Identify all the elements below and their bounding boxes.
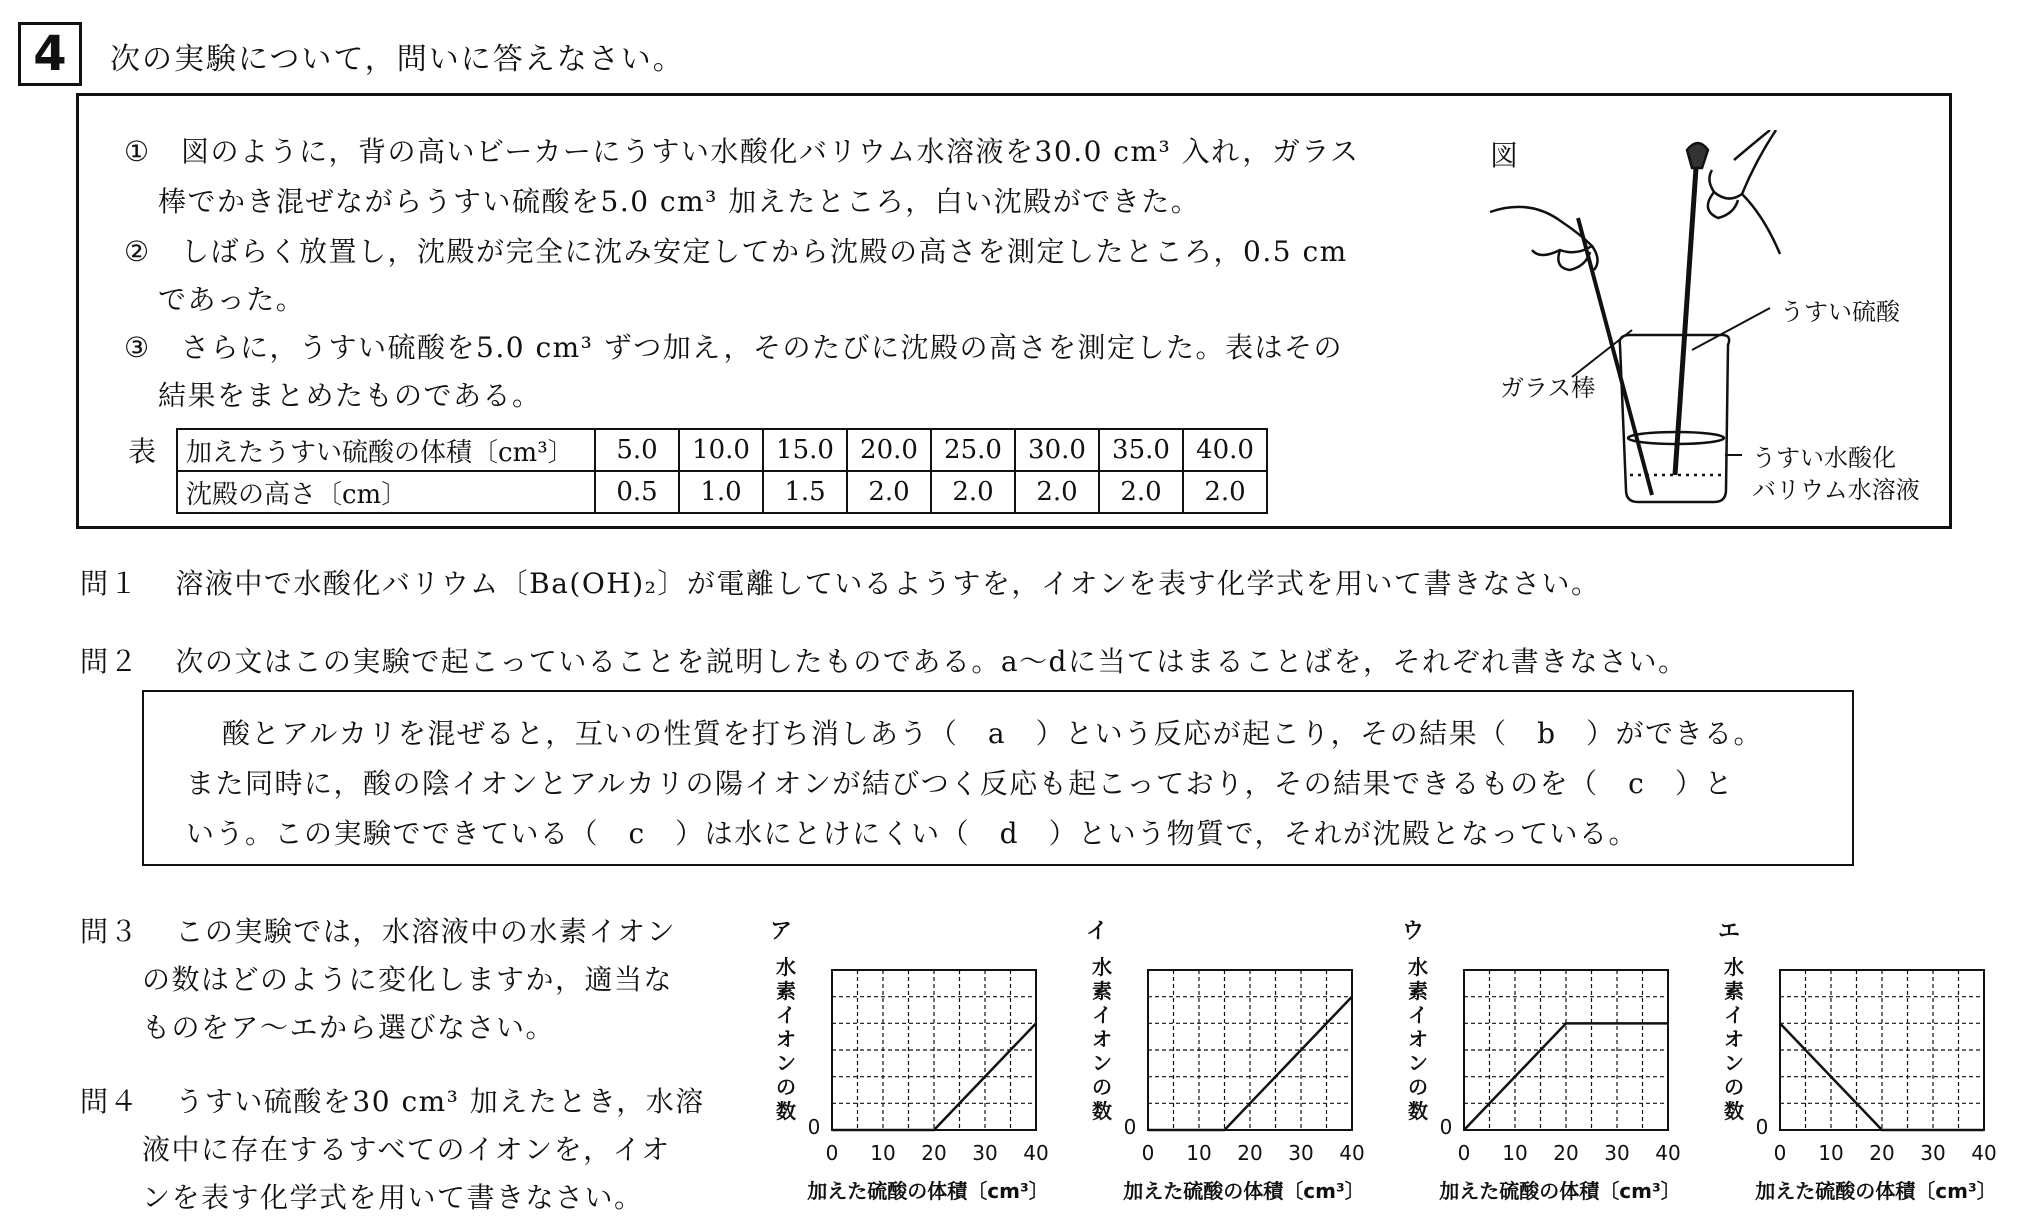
step2-text1: しばらく放置し，沈殿が完全に沈み安定してから沈殿の高さを測定したところ，0.5 cm (181, 235, 1348, 268)
step2-mark: ② (124, 235, 151, 268)
x-tick-label: 10 (1818, 1141, 1844, 1165)
x-tick-label: 30 (972, 1141, 998, 1165)
y-axis-label-char: イ (776, 1003, 796, 1027)
x-tick-label: 40 (1655, 1141, 1681, 1165)
y-axis-label-char: 素 (776, 979, 796, 1003)
table-cell: 1.0 (679, 471, 763, 513)
table-cell: 1.5 (763, 471, 847, 513)
y-axis-label-char: ン (776, 1051, 796, 1075)
y-axis-label-char: ン (1724, 1051, 1744, 1075)
y-axis-label-char: ン (1408, 1051, 1428, 1075)
y-axis-label-char: イ (1724, 1003, 1744, 1027)
y-axis-label-char: イ (1408, 1003, 1428, 1027)
x-tick-label: 0 (1457, 1141, 1471, 1165)
x-tick-label: 40 (1339, 1141, 1365, 1165)
label-solution-line2: バリウム水溶液 (1752, 476, 1920, 504)
table-cell: 5.0 (595, 429, 679, 471)
q3-line3: ものをア～エから選びなさい。 (142, 1011, 556, 1044)
y-axis-label-char: 数 (1092, 1099, 1112, 1123)
y-axis-label-char: 素 (1092, 979, 1112, 1003)
table-cell: 2.0 (1099, 471, 1183, 513)
question-3 (80, 910, 676, 950)
x-tick-label: 0 (1141, 1141, 1155, 1165)
question-4 (80, 1080, 705, 1120)
step3-text1: さらに，うすい硫酸を5.0 cm³ ずつ加え，そのたびに沈殿の高さを測定した。表はその (181, 331, 1343, 364)
question-number: 4 (18, 22, 82, 86)
x-tick-label: 20 (921, 1141, 947, 1165)
x-axis-label: 加えた硫酸の体積〔cm³〕 (1755, 1179, 1997, 1203)
y-axis-label-char: 水 (1092, 955, 1112, 979)
x-tick-label: 40 (1023, 1141, 1049, 1165)
y-origin-label: 0 (1755, 1115, 1769, 1139)
table-cell: 2.0 (1015, 471, 1099, 513)
step1-text1: 図のように，背の高いビーカーにうすい水酸化バリウム水溶液を30.0 cm³ 入れ，ガラス (181, 135, 1360, 168)
q2-box-line1: 酸とアルカリを混ぜると，互いの性質を打ち消しあう（ a ）という反応が起こり，その結果（ b ）ができる。 (222, 717, 1764, 750)
y-axis-label-char: の (1408, 1075, 1428, 1099)
table-cell: 2.0 (1183, 471, 1267, 513)
y-axis-label-char: 数 (776, 1099, 796, 1123)
step3-line1 (124, 326, 1343, 366)
y-axis-label-char: 素 (1724, 979, 1744, 1003)
step3-mark: ③ (124, 331, 151, 364)
y-axis-label-char: の (1092, 1075, 1112, 1099)
table-cell: 2.0 (847, 471, 931, 513)
label-glass-rod: ガラス棒 (1500, 374, 1596, 402)
step2-line2: であった。 (158, 283, 306, 316)
y-axis-label-char: ン (1092, 1051, 1112, 1075)
x-tick-label: 30 (1920, 1141, 1946, 1165)
table-cell: 2.0 (931, 471, 1015, 513)
q3-line1: この実験では，水溶液中の水素イオン (175, 915, 677, 948)
label-solution-line1: うすい水酸化 (1752, 444, 1896, 472)
table-cell: 25.0 (931, 429, 1015, 471)
question-heading: 次の実験について，問いに答えなさい。 (110, 42, 685, 77)
x-axis-label: 加えた硫酸の体積〔cm³〕 (1123, 1179, 1365, 1203)
question-1 (80, 562, 1601, 602)
table-row-height (177, 471, 1267, 513)
x-tick-label: 0 (1773, 1141, 1787, 1165)
y-axis-label-char: の (776, 1075, 796, 1099)
y-axis-label-char: イ (1092, 1003, 1112, 1027)
q2-text: 次の文はこの実験で起こっていることを説明したものである。a～dに当てはまることばを，それぞれ書きなさい。 (175, 645, 1688, 678)
x-tick-label: 30 (1604, 1141, 1630, 1165)
q4-label: 問４ (80, 1085, 140, 1118)
y-axis-label-char: 素 (1408, 979, 1428, 1003)
graph-panel-label: イ (1086, 919, 1109, 944)
table-cell: 15.0 (763, 429, 847, 471)
x-tick-label: 10 (1186, 1141, 1212, 1165)
y-axis-label-char: 水 (1724, 955, 1744, 979)
label-sulfuric-acid: うすい硫酸 (1780, 298, 1900, 326)
results-table (176, 428, 1268, 514)
table-label: 表 (128, 435, 157, 468)
table-header-height: 沈殿の高さ〔cm〕 (177, 471, 595, 513)
q4-line1: うすい硫酸を30 cm³ 加えたとき，水溶 (175, 1085, 705, 1118)
q1-text: 溶液中で水酸化バリウム〔Ba(OH)₂〕が電離しているようすを，イオンを表す化学式を用いて書きなさい。 (175, 567, 1601, 600)
x-tick-label: 20 (1869, 1141, 1895, 1165)
table-cell: 40.0 (1183, 429, 1267, 471)
graph-panel-label: エ (1718, 919, 1741, 944)
y-origin-label: 0 (1123, 1115, 1137, 1139)
graph-panel-label: ウ (1402, 919, 1425, 944)
step1-line2: 棒でかき混ぜながらうすい硫酸を5.0 cm³ 加えたところ，白い沈殿ができた。 (158, 185, 1201, 218)
q1-label: 問１ (80, 567, 140, 600)
x-tick-label: 10 (870, 1141, 896, 1165)
x-tick-label: 20 (1237, 1141, 1263, 1165)
graph-panel-label: ア (770, 919, 793, 944)
y-axis-label-char: オ (776, 1027, 796, 1051)
y-axis-label-char: オ (1092, 1027, 1112, 1051)
x-tick-label: 30 (1288, 1141, 1314, 1165)
y-axis-label-char: 数 (1724, 1099, 1744, 1123)
x-tick-label: 0 (825, 1141, 839, 1165)
q2-label: 問２ (80, 645, 140, 678)
y-axis-label-char: 水 (1408, 955, 1428, 979)
y-axis-label-char: オ (1724, 1027, 1744, 1051)
x-axis-label: 加えた硫酸の体積〔cm³〕 (1439, 1179, 1681, 1203)
question-2 (80, 640, 1688, 680)
table-cell: 0.5 (595, 471, 679, 513)
graph-options (760, 900, 2010, 1210)
table-cell: 35.0 (1099, 429, 1183, 471)
step2-line1 (124, 230, 1348, 270)
x-tick-label: 40 (1971, 1141, 1997, 1165)
q2-box-line3: いう。この実験でできている（ c ）は水にとけにくい（ d ）という物質で，それが沈殿となっている。 (186, 817, 1639, 850)
step1-mark: ① (124, 135, 151, 168)
step1-line1 (124, 130, 1360, 170)
table-cell: 10.0 (679, 429, 763, 471)
x-axis-label: 加えた硫酸の体積〔cm³〕 (807, 1179, 1049, 1203)
y-axis-label-char: の (1724, 1075, 1744, 1099)
x-tick-label: 10 (1502, 1141, 1528, 1165)
y-origin-label: 0 (807, 1115, 821, 1139)
q4-line2: 液中に存在するすべてのイオンを，イオ (142, 1133, 671, 1166)
y-axis-label-char: オ (1408, 1027, 1428, 1051)
x-tick-label: 20 (1553, 1141, 1579, 1165)
figure-title: 図 (1490, 139, 1519, 172)
table-cell: 20.0 (847, 429, 931, 471)
q3-label: 問３ (80, 915, 140, 948)
q3-line2: の数はどのように変化しますか，適当な (142, 963, 674, 996)
q4-line3: ンを表す化学式を用いて書きなさい。 (142, 1181, 644, 1214)
step3-line2: 結果をまとめたものである。 (158, 379, 542, 412)
q2-box-line2: また同時に，酸の陰イオンとアルカリの陽イオンが結びつく反応も起こっており，その結果できるものを（ c ）と (186, 767, 1734, 800)
y-axis-label-char: 水 (776, 955, 796, 979)
table-header-volume: 加えたうすい硫酸の体積〔cm³〕 (177, 429, 595, 471)
y-origin-label: 0 (1439, 1115, 1453, 1139)
y-axis-label-char: 数 (1408, 1099, 1428, 1123)
table-row-volume (177, 429, 1267, 471)
table-cell: 30.0 (1015, 429, 1099, 471)
